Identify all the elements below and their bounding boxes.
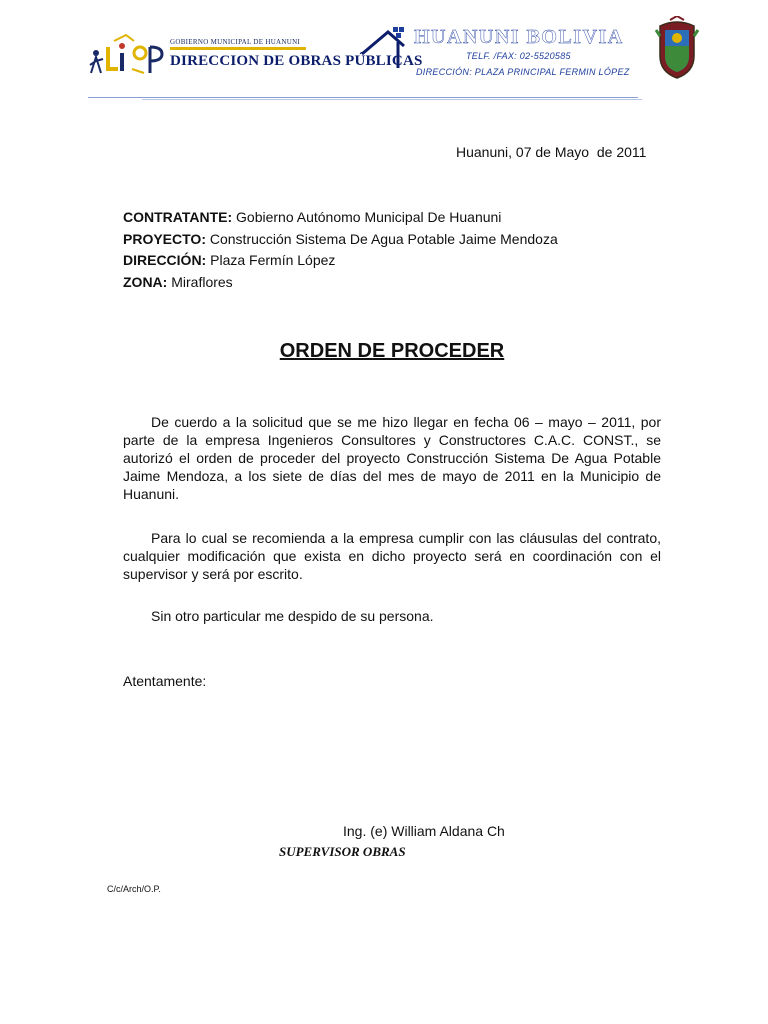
- signer-role: SUPERVISOR OBRAS: [279, 844, 406, 859]
- contact-phone: TELF. /FAX: 02-5520585: [466, 51, 571, 61]
- field-label: ZONA:: [123, 274, 168, 290]
- field-contratante: [123, 209, 501, 225]
- town-title: HUANUNI BOLIVIA: [414, 26, 624, 48]
- closing-salutation: Atentamente:: [123, 673, 207, 689]
- document-title: ORDEN DE PROCEDER: [279, 340, 505, 362]
- contact-address: DIRECCIÓN: PLAZA PRINCIPAL FERMIN LÓPEZ: [416, 67, 630, 77]
- letter-date: Huanuni, 07 de Mayo de 2011: [456, 144, 647, 160]
- field-label: PROYECTO:: [123, 231, 206, 247]
- field-label: CONTRATANTE:: [123, 209, 233, 225]
- body-paragraph: Sin otro particular me despido de su persona.: [151, 608, 434, 624]
- department-title: DIRECCION DE OBRAS PÚBLICAS: [170, 53, 423, 69]
- org-name-small: GOBIERNO MUNICIPAL DE HUANUNI: [170, 38, 301, 46]
- municipal-logo-icon: [88, 33, 168, 79]
- header-rule: [88, 97, 638, 98]
- header-gold-line: [170, 47, 306, 50]
- body-paragraph: De cuerdo a la solicitud que se me hizo llegar en fecha 06 – mayo – 2011, por parte de la empresa Ingenieros Consultores y Constructores C.A.C. CONST., se autorizó el orden de proceder del proyecto Construcción Sistema De Agua Potable Jaime Mendoza, a los siete de días del mes de mayo de 2011 en la Municipio de Huanuni.: [123, 414, 661, 502]
- field-proyecto: [123, 231, 558, 247]
- field-zona: [123, 274, 233, 290]
- field-value: Plaza Fermín López: [210, 252, 336, 268]
- header-rule-secondary: [142, 99, 642, 100]
- field-value: Construcción Sistema De Agua Potable Jaime Mendoza: [209, 231, 558, 247]
- coat-of-arms-icon: [652, 16, 702, 80]
- house-icon: [360, 24, 408, 72]
- archive-reference: C/c/Arch/O.P.: [107, 884, 161, 894]
- field-label: DIRECCIÓN:: [123, 252, 207, 268]
- field-value: Miraflores: [171, 274, 233, 290]
- signer-name: Ing. (e) William Aldana Ch: [343, 823, 505, 839]
- body-paragraph: Para lo cual se recomienda a la empresa cumplir con las cláusulas del contrato, cualquier modificación que exista en dicho proyecto será en coordinación con el supervisor y será por escrito.: [123, 530, 661, 582]
- field-value: Gobierno Autónomo Municipal De Huanuni: [236, 209, 502, 225]
- field-direccion: [123, 252, 335, 268]
